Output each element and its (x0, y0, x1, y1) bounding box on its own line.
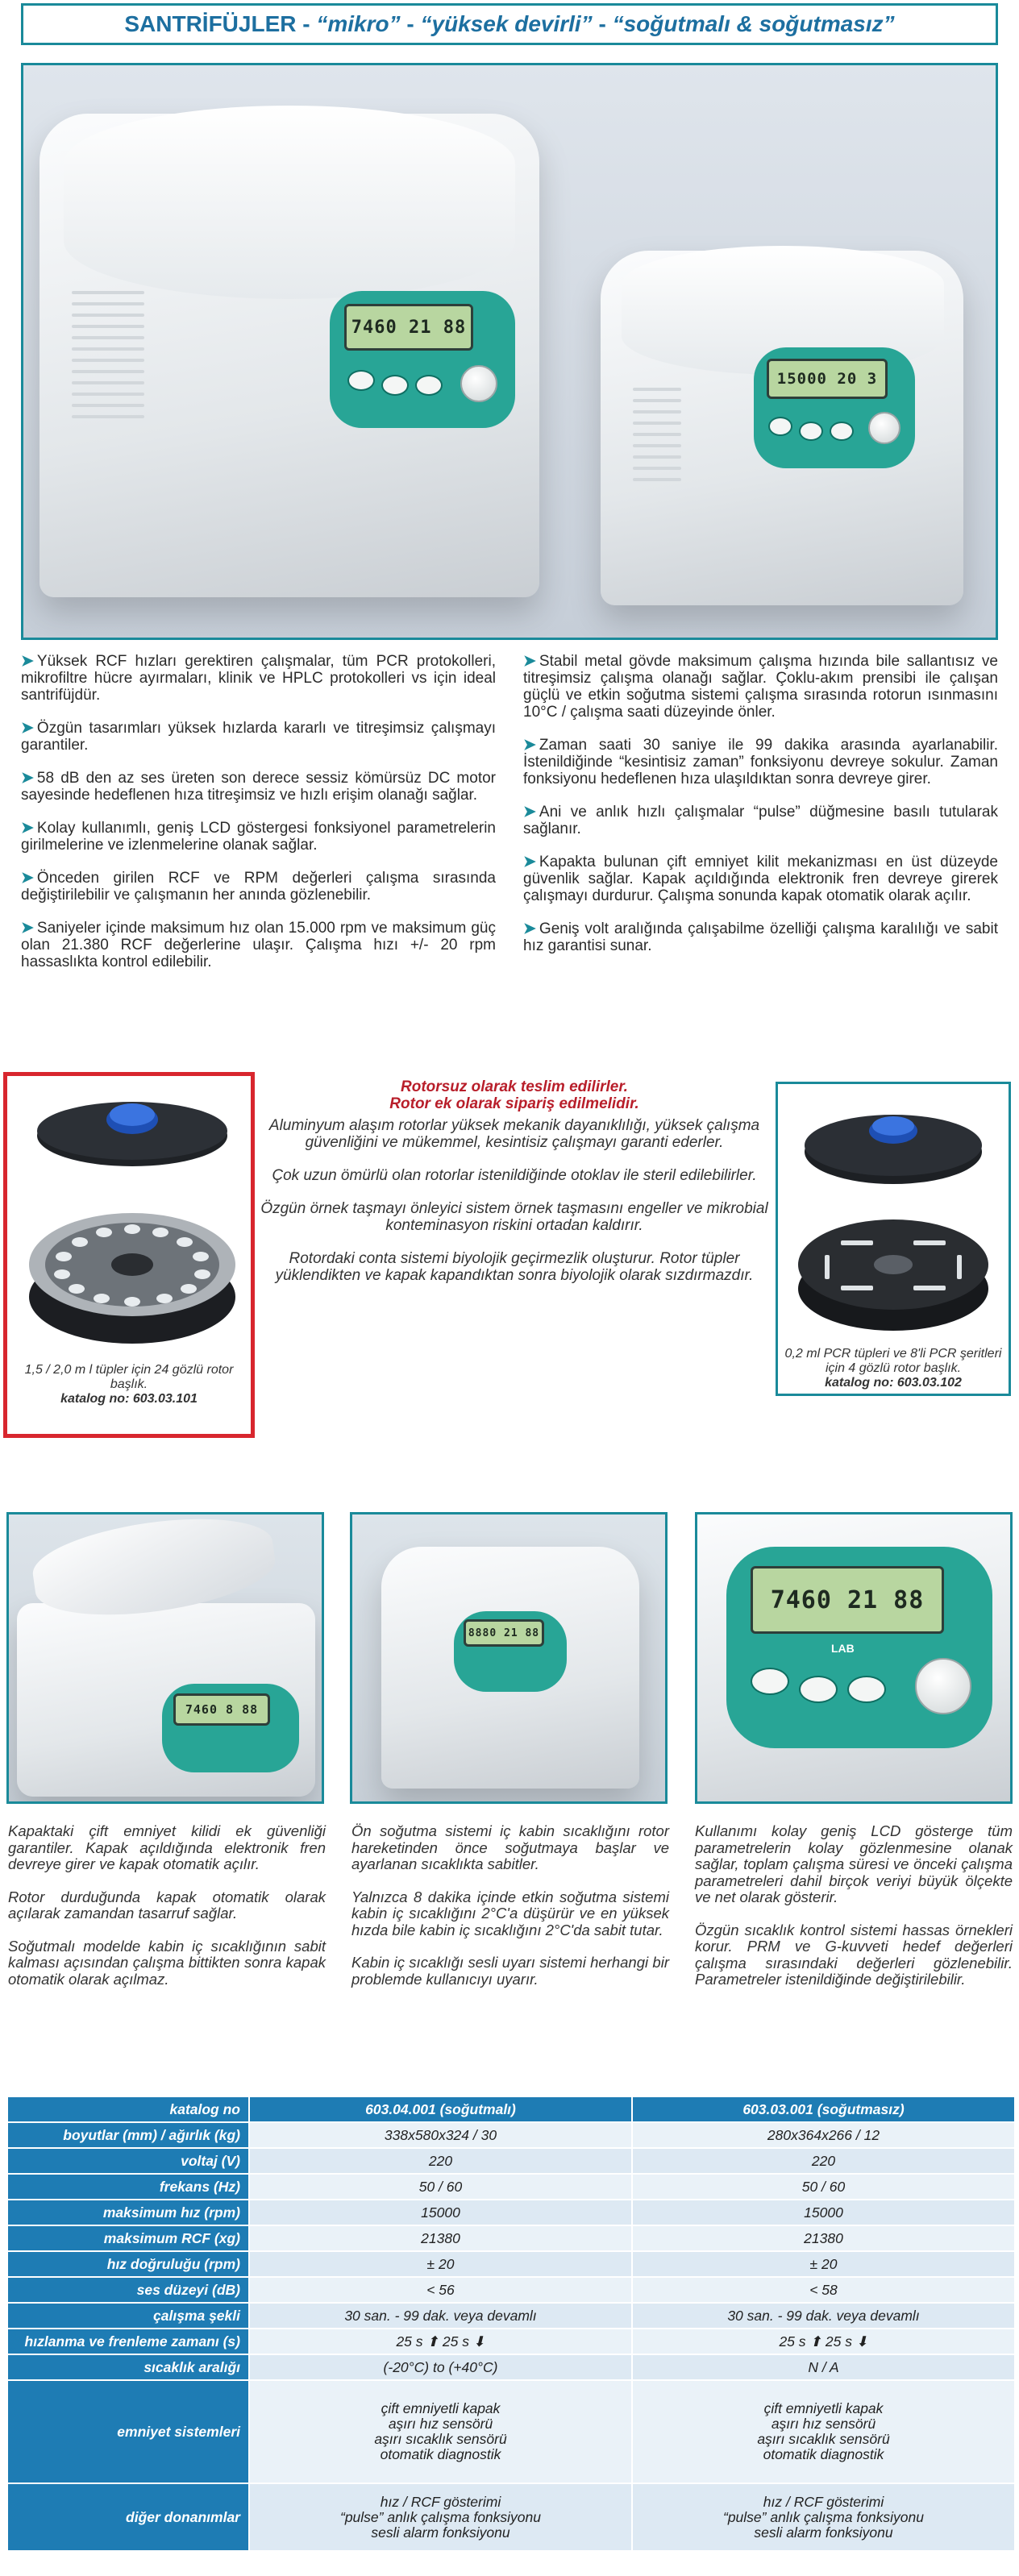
rotor-notice-paragraph: Aluminyum alaşım rotorlar yüksek mekanik dayanıklılığı, yüksek çalışma güvenliğini ve mükemmel, kesintisiz çalışmayı garanti ederler. (268, 1117, 760, 1151)
hero-product-image (21, 63, 998, 640)
spec-value: 280x364x266 / 12 (632, 2122, 1015, 2148)
feature-item: ➤ Saniyeler içinde maksimum hız olan 15.000 rpm ve maksimum güç olan 21.380 RCF değerlerine ulaşır. Çalışma hızı +/- 20 rpm hassaslıkta kontrol edilebilir. (21, 920, 496, 970)
spec-label: maksimum hız (rpm) (7, 2200, 249, 2225)
spec-list-item: aşırı sıcaklık sensörü (374, 2431, 507, 2447)
spec-value: 220 (249, 2148, 632, 2174)
feature-column-right (523, 653, 998, 987)
feature-item: ➤ Kapakta bulunan çift emniyet kilit mekanizması en üst düzeyde güvenlik sağlar. Kapak açıldığında elektronik fren devreye girerek çalışmayı durdurur. Çalışma sonunda kapak otomatik olarak açılır. (523, 854, 998, 904)
lcd-display: 15000 20 3 (767, 359, 888, 399)
detail-paragraph: Soğutmalı modelde kabin iç sıcaklığının sabit kalması açısından çalışma bittikten sonra kapak otomatik olarak açılmaz. (8, 1937, 326, 1988)
spec-value: 21380 (249, 2225, 632, 2251)
spec-row (7, 2251, 1015, 2277)
spec-value: 50 / 60 (632, 2174, 1015, 2200)
panel-button (347, 370, 375, 391)
lcd-display: 7460 8 88 (173, 1693, 270, 1726)
rotor-pcr-caption (778, 1347, 1009, 1390)
detail-paragraph: Kabin iç sıcaklığı sesli uyarı sistemi herhangi bir problemde kullanıcıyı uyarır. (351, 1954, 669, 1988)
closeup-centrifuge-image (697, 1514, 1013, 1804)
spec-value: < 56 (249, 2277, 632, 2303)
spec-list-item: otomatik diagnostik (763, 2446, 884, 2462)
side-vents (72, 291, 144, 426)
arrow-bullet-icon: ➤ (21, 870, 34, 887)
spec-label: ses düzeyi (dB) (7, 2277, 249, 2303)
spec-value: 25 s ⬆ 25 s ⬇ (249, 2329, 632, 2354)
spec-header-row (7, 2096, 1015, 2122)
spec-list-item: çift emniyetli kapak (381, 2400, 501, 2416)
spec-list-item: hız / RCF gösterimi (380, 2493, 501, 2510)
spec-list-item: sesli alarm fonksiyonu (371, 2524, 510, 2541)
page-title (124, 11, 894, 37)
panel-button (847, 1676, 886, 1703)
spec-label: çalışma şekli (7, 2303, 249, 2329)
title-sep: - (400, 11, 421, 36)
detail-paragraph: Kullanımı kolay geniş LCD gösterge tüm parametrelerin kolay gözlenmesine olanak sağlar, toplam çalışma süresi ve önceki çalışma parametreleri dahil birçok veriyi büyük ölçekte ve net olarak gösterir. (695, 1822, 1013, 1905)
detail-paragraph: Kapaktaki çift emniyet kilidi ek güvenliği garantiler. Kapak açıldığında elektronik fren devreye girer ve kapak otomatik açılır. (8, 1822, 326, 1872)
arrow-bullet-icon: ➤ (523, 920, 536, 937)
feature-item: ➤ Özgün tasarımları yüksek hızlarda kararlı ve titreşimsiz çalışmayı garantiler. (21, 720, 496, 754)
spec-list-item: otomatik diagnostik (380, 2446, 501, 2462)
control-knob (868, 412, 900, 444)
spec-value: 30 san. - 99 dak. veya devamlı (249, 2303, 632, 2329)
spec-value-list (632, 2380, 1015, 2483)
spec-value: 220 (632, 2148, 1015, 2174)
detail-paragraph: Yalnızca 8 dakika içinde etkin soğutma sistemi kabin iç sıcaklığını 2°C'a düşürür ve en yüksek hızda bile kabin iç sıcaklığını 2°C'da sabit tutar. (351, 1888, 669, 1938)
spec-value: N / A (632, 2354, 1015, 2380)
spec-table (6, 2096, 1016, 2552)
feature-item: ➤ Ani ve anlık hızlı çalışmalar “pulse” düğmesine basılı tutularak sağlanır. (523, 804, 998, 837)
spec-list-item: aşırı hız sensörü (388, 2416, 493, 2432)
lcd-display: 7460 21 88 (344, 304, 473, 351)
title-part-sogutmali: “soğutmalı & soğutmasız” (612, 11, 895, 36)
rotor-notice (256, 1078, 772, 1300)
arrow-bullet-icon: ➤ (21, 820, 34, 837)
feature-item: ➤ Yüksek RCF hızları gerektiren çalışmalar, tüm PCR protokolleri, mikrofiltre hücre ayırmaları, klinik ve HPLC protokolleri vs için ideal santrifüjdür. (21, 653, 496, 704)
rotor-pcr-catalog-number: katalog no: 603.03.102 (825, 1376, 962, 1390)
title-part-mikro: “mikro” (316, 11, 401, 36)
control-panel (454, 1611, 567, 1692)
spec-value: ± 20 (632, 2251, 1015, 2277)
spec-list-item: sesli alarm fonksiyonu (754, 2524, 893, 2541)
rotor-pcr-card (776, 1082, 1011, 1396)
spec-list-item: aşırı sıcaklık sensörü (757, 2431, 890, 2447)
spec-list-item: hız / RCF gösterimi (763, 2493, 884, 2510)
spec-row (7, 2329, 1015, 2354)
spec-row (7, 2122, 1015, 2148)
spec-header-label: katalog no (7, 2096, 249, 2122)
spec-label: hız doğruluğu (rpm) (7, 2251, 249, 2277)
spec-label: frekans (Hz) (7, 2174, 249, 2200)
spec-value-list (249, 2483, 632, 2551)
arrow-bullet-icon: ➤ (523, 854, 536, 870)
rotor-notice-paragraph: Çok uzun ömürlü olan rotorlar istenildiğinde otoklav ile steril edilebilirler. (272, 1167, 757, 1184)
spec-value: 30 san. - 99 dak. veya devamlı (632, 2303, 1015, 2329)
large-centrifuge-image (40, 114, 539, 597)
spec-header-col2: 603.03.001 (soğutmasız) (632, 2096, 1015, 2122)
spec-list-item: aşırı hız sensörü (771, 2416, 876, 2432)
spec-label: diğer donanımlar (7, 2483, 249, 2551)
panel-button (799, 422, 823, 441)
spec-value: (-20°C) to (+40°C) (249, 2354, 632, 2380)
arrow-bullet-icon: ➤ (21, 653, 34, 670)
rotor-notice-paragraph: Rotordaki conta sistemi biyolojik geçirmezlik oluşturur. Rotor tüpler yüklendikten ve kapak kapandıktan sonra biyolojik olarak sızdırmazdır. (275, 1250, 754, 1284)
arrow-bullet-icon: ➤ (21, 720, 34, 737)
spec-row (7, 2200, 1015, 2225)
page-title-box (21, 3, 998, 45)
control-panel (726, 1547, 992, 1748)
rotor-notice-line1: Rotorsuz olarak teslim edilirler. (401, 1078, 628, 1095)
detail-column-cooling (351, 1823, 669, 2005)
panel-button (415, 375, 443, 396)
detail-column-lid (8, 1823, 326, 2005)
feature-column-left (21, 653, 496, 987)
control-panel (162, 1684, 299, 1772)
spec-row (7, 2225, 1015, 2251)
spec-list-item: “pulse” anlık çalışma fonksiyonu (340, 2508, 541, 2525)
spec-value: ± 20 (249, 2251, 632, 2277)
feature-list (21, 653, 998, 987)
rotor-pcr-image (792, 1095, 994, 1337)
open-lid-centrifuge-image (17, 1603, 315, 1797)
panel-button (768, 417, 792, 436)
lcd-display: 7460 21 88 (751, 1566, 944, 1634)
detail-paragraph: Rotor durduğunda kapak otomatik olarak açılarak zamandan tasarruf sağlar. (8, 1888, 326, 1922)
spec-label: voltaj (V) (7, 2148, 249, 2174)
panel-button (751, 1668, 789, 1695)
control-knob (915, 1658, 971, 1714)
detail-column-lcd (695, 1823, 1013, 2005)
side-vents (633, 388, 681, 489)
panel-button (830, 422, 854, 441)
spec-value: 21380 (632, 2225, 1015, 2251)
rotor-24-place-card (3, 1072, 255, 1438)
spec-list-item: çift emniyetli kapak (763, 2400, 884, 2416)
arrow-bullet-icon: ➤ (523, 737, 536, 754)
photo-front (350, 1512, 668, 1804)
feature-item: ➤ Stabil metal gövde maksimum çalışma hızında bile sallantısız ve titreşimsiz çalışma olanağı sağlar. Çoklu-akım prensibi ile çalışan güçlü ve etkin soğutma sistemi çalışma sırasında rotorun ısınmasını 10°C / çalışma saati düzeyinde önler. (523, 653, 998, 721)
spec-label: maksimum RCF (xg) (7, 2225, 249, 2251)
rotor-24-image (23, 1087, 241, 1353)
spec-label: boyutlar (mm) / ağırlık (kg) (7, 2122, 249, 2148)
feature-item: ➤ Geniş volt aralığında çalışabilme özelliği çalışma karalılığı ve sabit hız garantisi sunar. (523, 920, 998, 954)
rotor-24-caption (7, 1363, 251, 1406)
spec-value: 15000 (249, 2200, 632, 2225)
title-sep: - (592, 11, 613, 36)
rotor-24-catalog-number: katalog no: 603.03.101 (60, 1392, 198, 1406)
spec-row (7, 2277, 1015, 2303)
small-centrifuge-image (601, 251, 963, 605)
spec-value-list (632, 2483, 1015, 2551)
control-knob (460, 365, 497, 402)
spec-row-safety (7, 2380, 1015, 2483)
panel-button (799, 1676, 838, 1703)
rotor-notice-line2: Rotor ek olarak sipariş edilmelidir. (389, 1095, 639, 1112)
spec-row (7, 2148, 1015, 2174)
detail-paragraph: Özgün sıcaklık kontrol sistemi hassas örnekleri korur. PRM ve G-kuvveti hedef değerleri çalışma sırasındaki değerleri gözlenebilir. Parametreler istenildiğinde değiştirilebilir. (695, 1921, 1013, 1988)
rotor-24-caption-text: 1,5 / 2,0 m l tüpler için 24 gözlü rotor başlık. (24, 1363, 234, 1391)
spec-value: 50 / 60 (249, 2174, 632, 2200)
panel-button (381, 375, 409, 396)
spec-value: 338x580x324 / 30 (249, 2122, 632, 2148)
detail-columns (8, 1823, 1016, 2005)
spec-value: < 58 (632, 2277, 1015, 2303)
photo-closeup (695, 1512, 1013, 1804)
centrifuge-lid (64, 106, 515, 299)
lab-badge: LAB (831, 1642, 855, 1655)
control-panel (330, 291, 515, 428)
detail-paragraph: Ön soğutma sistemi iç kabin sıcaklığını rotor hareketinden önce soğutmaya başlar ve ayarlanan sıcaklıkta sabitler. (351, 1822, 669, 1872)
spec-row (7, 2354, 1015, 2380)
spec-label: sıcaklık aralığı (7, 2354, 249, 2380)
rotor-notice-paragraph: Özgün örnek taşmayı önleyici sistem örnek taşmasını engeller ve mikrobial konteminasyon riskini ortadan kaldırır. (260, 1200, 768, 1234)
control-panel (754, 347, 915, 468)
spec-row (7, 2303, 1015, 2329)
spec-header-col1: 603.04.001 (soğutmalı) (249, 2096, 632, 2122)
spec-list-item: “pulse” anlık çalışma fonksiyonu (723, 2508, 924, 2525)
arrow-bullet-icon: ➤ (21, 920, 34, 937)
feature-item: ➤ Kolay kullanımlı, geniş LCD göstergesi fonksiyonel parametrelerin girilmelerine ve izlenmelerine olanak sağlar. (21, 820, 496, 854)
photo-open-lid (6, 1512, 324, 1804)
lcd-display: 8880 21 88 (464, 1619, 544, 1647)
rotor-pcr-caption-text: 0,2 ml PCR tüpleri ve 8'li PCR şeritleri için 4 gözlü rotor başlık. (784, 1347, 1002, 1375)
spec-value: 25 s ⬆ 25 s ⬇ (632, 2329, 1015, 2354)
spec-value-list (249, 2380, 632, 2483)
spec-row (7, 2174, 1015, 2200)
spec-label: hızlanma ve frenleme zamanı (s) (7, 2329, 249, 2354)
feature-item: ➤ Zaman saati 30 saniye ile 99 dakika arasında ayarlanabilir. İstenildiğinde “kesintisiz zaman” fonksiyonu devreye sokulur. Zaman fonksiyonu hedeflenen hıza ulaşıldıktan sonra devreye girer. (523, 737, 998, 787)
arrow-bullet-icon: ➤ (21, 770, 34, 787)
feature-item: ➤ Önceden girilen RCF ve RPM değerleri çalışma sırasında değiştirilebilir ve çalışmanın her anında gözlenebilir. (21, 870, 496, 904)
spec-value: 15000 (632, 2200, 1015, 2225)
title-prefix: SANTRİFÜJLER - (124, 11, 317, 36)
spec-label: emniyet sistemleri (7, 2380, 249, 2483)
arrow-bullet-icon: ➤ (523, 653, 536, 670)
feature-item: ➤ 58 dB den az ses üreten son derece sessiz kömürsüz DC motor sayesinde hedeflenen hıza titreşimsiz ve hızlı erişim olanağı sağlar. (21, 770, 496, 804)
spec-row-other (7, 2483, 1015, 2551)
title-part-yuksek: “yüksek devirli” (420, 11, 593, 36)
arrow-bullet-icon: ➤ (523, 804, 536, 821)
front-centrifuge-image (381, 1547, 639, 1789)
